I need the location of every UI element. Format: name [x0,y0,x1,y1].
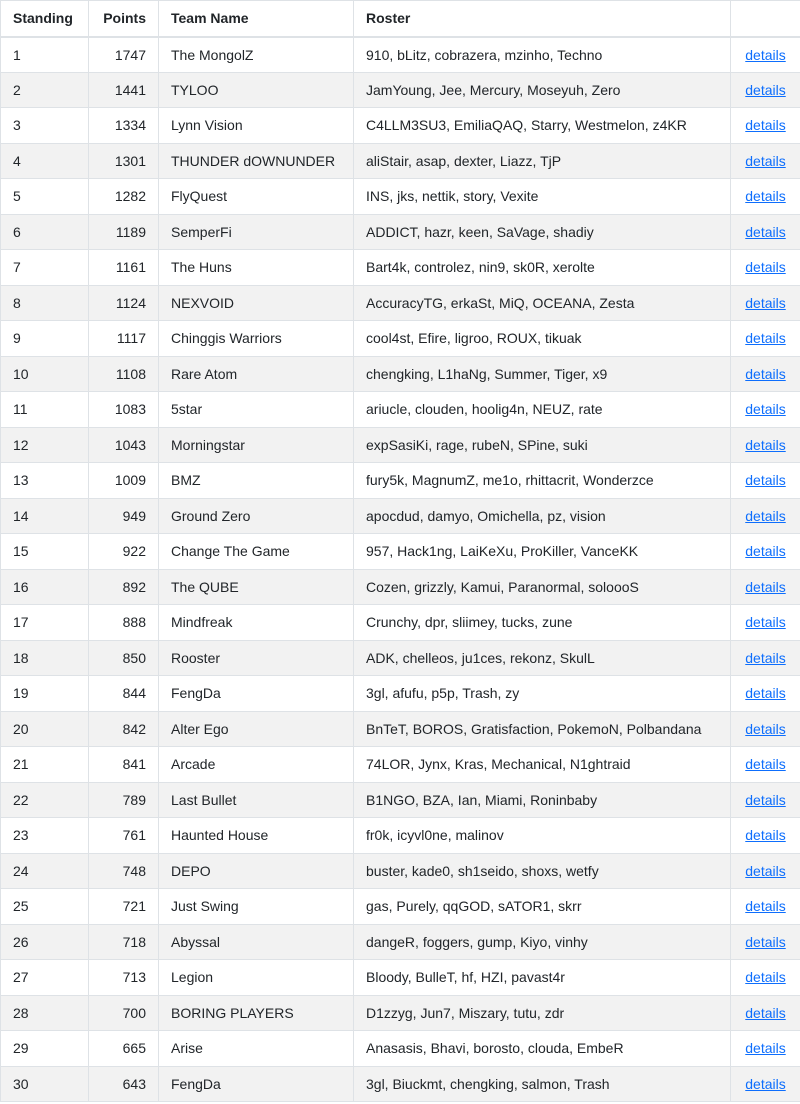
standing-cell: 19 [1,676,89,712]
team-name-cell: FlyQuest [159,179,354,215]
standing-cell: 22 [1,782,89,818]
points-cell: 665 [89,1031,159,1067]
details-cell [731,747,800,783]
standing-cell: 9 [1,321,89,357]
details-link[interactable]: details [745,507,786,524]
header-team-name: Team Name [159,1,354,37]
points-cell: 892 [89,569,159,605]
standing-cell: 23 [1,818,89,854]
roster-cell: 3gl, Biuckmt, chengking, salmon, Trash [354,1066,731,1102]
details-link[interactable]: details [745,152,786,169]
points-cell: 1161 [89,250,159,286]
table-row [1,747,800,783]
standing-cell: 3 [1,108,89,144]
header-standing: Standing [1,1,89,37]
roster-cell: cool4st, Efire, ligroo, ROUX, tikuak [354,321,731,357]
roster-cell: B1NGO, BZA, Ian, Miami, Roninbaby [354,782,731,818]
roster-cell: ADDICT, hazr, keen, SaVage, shadiy [354,214,731,250]
details-link[interactable]: details [745,259,786,276]
details-link[interactable]: details [745,685,786,702]
team-name-cell: Just Swing [159,889,354,925]
roster-cell: 910, bLitz, cobrazera, mzinho, Techno [354,37,731,73]
details-cell [731,285,800,321]
details-cell [731,37,800,73]
table-row [1,321,800,357]
roster-cell: Bart4k, controlez, nin9, sk0R, xerolte [354,250,731,286]
points-cell: 643 [89,1066,159,1102]
standing-cell: 5 [1,179,89,215]
points-cell: 1441 [89,72,159,108]
table-row [1,640,800,676]
details-link[interactable]: details [745,898,786,915]
standing-cell: 6 [1,214,89,250]
team-name-cell: Lynn Vision [159,108,354,144]
details-link[interactable]: details [745,401,786,418]
roster-cell: fr0k, icyvl0ne, malinov [354,818,731,854]
table-row [1,605,800,641]
details-cell [731,605,800,641]
table-row [1,392,800,428]
details-cell [731,143,800,179]
team-name-cell: Change The Game [159,534,354,570]
standing-cell: 8 [1,285,89,321]
table-row [1,498,800,534]
standing-cell: 18 [1,640,89,676]
details-cell [731,924,800,960]
team-name-cell: FengDa [159,676,354,712]
team-name-cell: Arise [159,1031,354,1067]
team-name-cell: Last Bullet [159,782,354,818]
points-cell: 844 [89,676,159,712]
table-row [1,250,800,286]
table-row [1,72,800,108]
roster-cell: JamYoung, Jee, Mercury, Moseyuh, Zero [354,72,731,108]
team-name-cell: FengDa [159,1066,354,1102]
details-link[interactable]: details [745,862,786,879]
roster-cell: apocdud, damyo, Omichella, pz, vision [354,498,731,534]
details-cell [731,321,800,357]
details-cell [731,1066,800,1102]
roster-cell: Cozen, grizzly, Kamui, Paranormal, soloooS [354,569,731,605]
details-cell [731,818,800,854]
header-roster: Roster [354,1,731,37]
roster-cell: fury5k, MagnumZ, me1o, rhittacrit, Wonderzce [354,463,731,499]
details-cell [731,676,800,712]
details-link[interactable]: details [745,933,786,950]
standing-cell: 29 [1,1031,89,1067]
standing-cell: 15 [1,534,89,570]
roster-cell: INS, jks, nettik, story, Vexite [354,179,731,215]
table-row [1,427,800,463]
header-row [1,1,800,37]
points-cell: 761 [89,818,159,854]
standing-cell: 1 [1,37,89,73]
details-cell [731,889,800,925]
points-cell: 888 [89,605,159,641]
table-row [1,818,800,854]
team-name-cell: Chinggis Warriors [159,321,354,357]
points-cell: 842 [89,711,159,747]
points-cell: 850 [89,640,159,676]
roster-cell: Crunchy, dpr, sliimey, tucks, zune [354,605,731,641]
points-cell: 1117 [89,321,159,357]
points-cell: 1189 [89,214,159,250]
details-link[interactable]: details [745,1004,786,1021]
table-row [1,711,800,747]
roster-cell: buster, kade0, sh1seido, shoxs, wetfy [354,853,731,889]
details-cell [731,534,800,570]
team-name-cell: 5star [159,392,354,428]
points-cell: 1108 [89,356,159,392]
team-name-cell: Morningstar [159,427,354,463]
points-cell: 789 [89,782,159,818]
standing-cell: 16 [1,569,89,605]
header-points: Points [89,1,159,37]
roster-cell: ariucle, clouden, hoolig4n, NEUZ, rate [354,392,731,428]
standing-cell: 24 [1,853,89,889]
team-name-cell: THUNDER dOWNUNDER [159,143,354,179]
team-name-cell: Rooster [159,640,354,676]
team-name-cell: Ground Zero [159,498,354,534]
standing-cell: 20 [1,711,89,747]
roster-cell: ADK, chelleos, ju1ces, rekonz, SkulL [354,640,731,676]
standing-cell: 12 [1,427,89,463]
table-row [1,1066,800,1102]
details-link[interactable]: details [745,756,786,773]
details-link[interactable]: details [745,827,786,844]
details-cell [731,392,800,428]
team-name-cell: TYLOO [159,72,354,108]
team-name-cell: The MongolZ [159,37,354,73]
details-cell [731,853,800,889]
points-cell: 718 [89,924,159,960]
details-link[interactable]: details [745,46,786,63]
roster-cell: chengking, L1haNg, Summer, Tiger, x9 [354,356,731,392]
standing-cell: 4 [1,143,89,179]
table-row [1,782,800,818]
points-cell: 1009 [89,463,159,499]
roster-cell: 3gl, afufu, p5p, Trash, zy [354,676,731,712]
table-header [1,1,800,37]
details-link[interactable]: details [745,1040,786,1057]
team-name-cell: Mindfreak [159,605,354,641]
standing-cell: 11 [1,392,89,428]
details-link[interactable]: details [745,472,786,489]
table-row [1,924,800,960]
team-name-cell: Legion [159,960,354,996]
details-link[interactable]: details [745,223,786,240]
details-link[interactable]: details [745,614,786,631]
table-row [1,143,800,179]
details-cell [731,72,800,108]
standing-cell: 30 [1,1066,89,1102]
standing-cell: 13 [1,463,89,499]
points-cell: 1083 [89,392,159,428]
table-row [1,995,800,1031]
team-name-cell: Arcade [159,747,354,783]
team-name-cell: NEXVOID [159,285,354,321]
details-cell [731,711,800,747]
points-cell: 949 [89,498,159,534]
table-row [1,569,800,605]
details-link[interactable]: details [745,1075,786,1092]
table-row [1,179,800,215]
standing-cell: 10 [1,356,89,392]
points-cell: 1334 [89,108,159,144]
roster-cell: D1zzyg, Jun7, Miszary, tutu, zdr [354,995,731,1031]
details-cell [731,214,800,250]
details-cell [731,960,800,996]
table-row [1,108,800,144]
standing-cell: 17 [1,605,89,641]
details-cell [731,463,800,499]
standing-cell: 14 [1,498,89,534]
table-body [1,37,800,1102]
team-name-cell: BMZ [159,463,354,499]
points-cell: 1301 [89,143,159,179]
details-link[interactable]: details [745,578,786,595]
table-row [1,1031,800,1067]
roster-cell: AccuracyTG, erkaSt, MiQ, OCEANA, Zesta [354,285,731,321]
roster-cell: BnTeT, BOROS, Gratisfaction, PokemoN, Polbandana [354,711,731,747]
standing-cell: 21 [1,747,89,783]
points-cell: 1043 [89,427,159,463]
table-row [1,534,800,570]
details-link[interactable]: details [745,543,786,560]
points-cell: 1124 [89,285,159,321]
details-link[interactable]: details [745,81,786,98]
details-link[interactable]: details [745,436,786,453]
points-cell: 1282 [89,179,159,215]
details-link[interactable]: details [745,969,786,986]
roster-cell: 957, Hack1ng, LaiKeXu, ProKiller, VanceKK [354,534,731,570]
points-cell: 748 [89,853,159,889]
standing-cell: 26 [1,924,89,960]
table-row [1,853,800,889]
details-link[interactable]: details [745,117,786,134]
roster-cell: dangeR, foggers, gump, Kiyo, vinhy [354,924,731,960]
table-row [1,356,800,392]
details-cell [731,179,800,215]
team-name-cell: Abyssal [159,924,354,960]
details-cell [731,356,800,392]
points-cell: 713 [89,960,159,996]
roster-cell: Anasasis, Bhavi, borosto, clouda, EmbeR [354,1031,731,1067]
table-row [1,285,800,321]
details-cell [731,498,800,534]
roster-cell: aliStair, asap, dexter, Liazz, TjP [354,143,731,179]
points-cell: 922 [89,534,159,570]
roster-cell: 74LOR, Jynx, Kras, Mechanical, N1ghtraid [354,747,731,783]
table-row [1,676,800,712]
standing-cell: 2 [1,72,89,108]
roster-cell: expSasiKi, rage, rubeN, SPine, suki [354,427,731,463]
standing-cell: 28 [1,995,89,1031]
table-row [1,214,800,250]
points-cell: 721 [89,889,159,925]
team-name-cell: SemperFi [159,214,354,250]
points-cell: 1747 [89,37,159,73]
table-row [1,37,800,73]
table-row [1,463,800,499]
roster-cell: gas, Purely, qqGOD, sATOR1, skrr [354,889,731,925]
header-details [731,1,800,37]
details-link[interactable]: details [745,649,786,666]
details-link[interactable]: details [745,330,786,347]
team-name-cell: Alter Ego [159,711,354,747]
details-cell [731,250,800,286]
team-name-cell: Rare Atom [159,356,354,392]
details-link[interactable]: details [745,294,786,311]
details-link[interactable]: details [745,188,786,205]
details-link[interactable]: details [745,365,786,382]
team-name-cell: The QUBE [159,569,354,605]
details-cell [731,1031,800,1067]
details-cell [731,995,800,1031]
details-link[interactable]: details [745,791,786,808]
points-cell: 841 [89,747,159,783]
standing-cell: 7 [1,250,89,286]
team-name-cell: The Huns [159,250,354,286]
standing-cell: 25 [1,889,89,925]
details-cell [731,427,800,463]
details-link[interactable]: details [745,720,786,737]
details-cell [731,640,800,676]
details-cell [731,108,800,144]
team-name-cell: Haunted House [159,818,354,854]
details-cell [731,569,800,605]
table-row [1,889,800,925]
points-cell: 700 [89,995,159,1031]
standing-cell: 27 [1,960,89,996]
roster-cell: Bloody, BulleT, hf, HZI, pavast4r [354,960,731,996]
roster-cell: C4LLM3SU3, EmiliaQAQ, Starry, Westmelon, z4KR [354,108,731,144]
team-name-cell: BORING PLAYERS [159,995,354,1031]
table-row [1,960,800,996]
team-name-cell: DEPO [159,853,354,889]
details-cell [731,782,800,818]
